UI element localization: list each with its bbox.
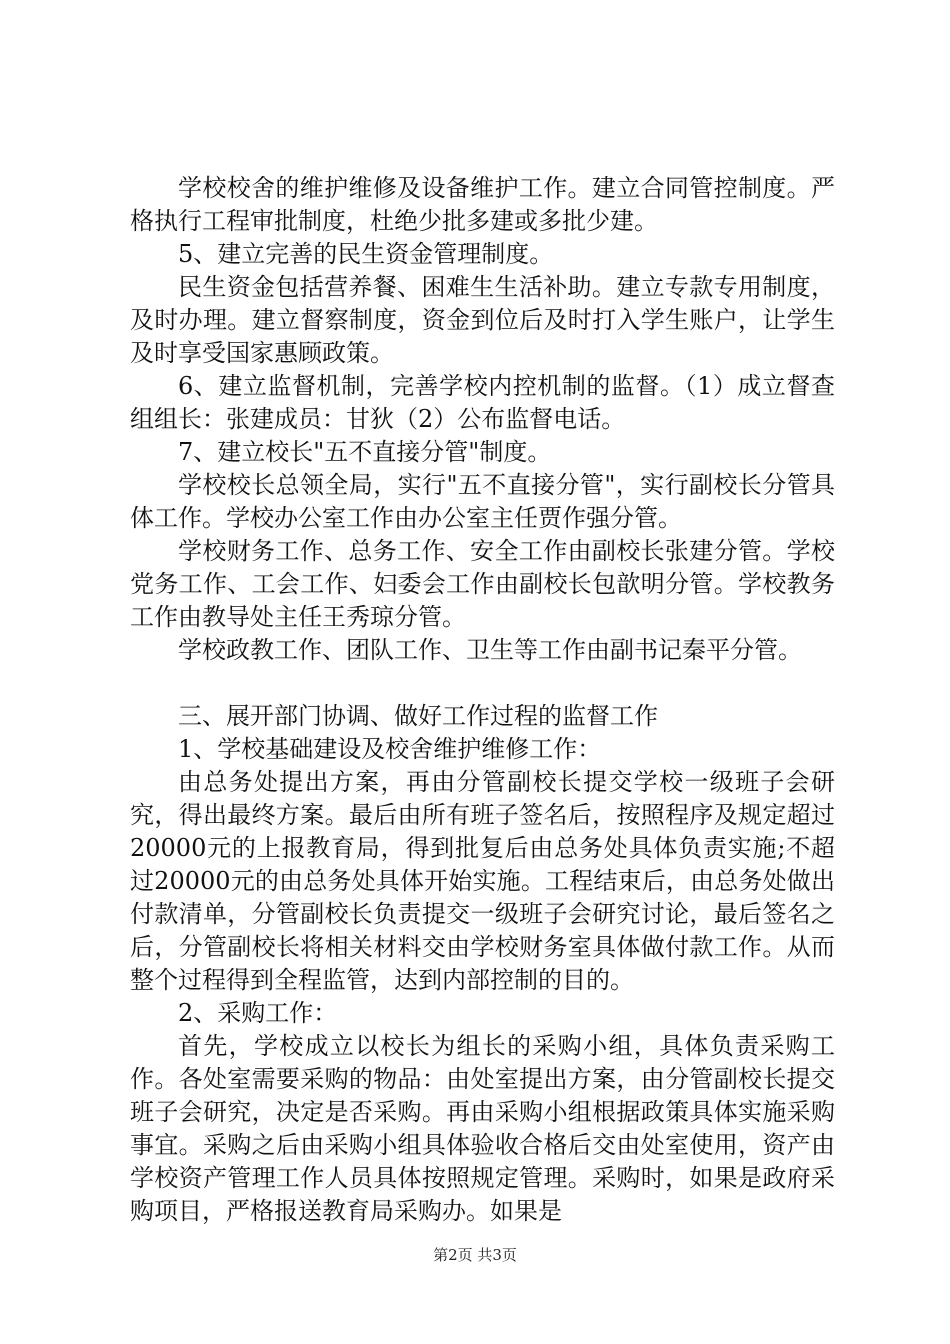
paragraph: 学校政教工作、团队工作、卫生等工作由副书记秦平分管。 xyxy=(178,636,802,664)
paragraph: 5、建立完善的民生资金管理制度。 xyxy=(178,240,554,268)
paragraph: 学校校长总领全局，实行"五不直接分管"，实行副校长分管具体工作。学校办公室工作由办公室主任贾作强分管。 xyxy=(130,471,835,532)
paragraph: 首先，学校成立以校长为组长的采购小组，具体负责采购工作。各处室需要采购的物品：由处室提出方案，由分管副校长提交班子会研究，决定是否采购。再由采购小组根据政策具体实施采购事宜。采购之后由采购小组具体验收合格后交由处室使用，资产由学校资产管理工作人员具体按照规定管理。采购时，如果是政府采购项目，严格报送教育局采购办。如果是 xyxy=(130,1032,835,1225)
subsection-heading: 2、采购工作： xyxy=(178,999,338,1027)
paragraph: 6、建立监督机制，完善学校内控机制的监督。（1）成立督查组组长：张建成员：甘狄（2）公布监督电话。 xyxy=(130,372,835,433)
paragraph: 民生资金包括营养餐、困难生生活补助。建立专款专用制度，及时办理。建立督察制度，资金到位后及时打入学生账户，让学生及时享受国家惠顾政策。 xyxy=(130,273,835,367)
paragraph: 由总务处提出方案，再由分管副校长提交学校一级班子会研究，得出最终方案。最后由所有班子签名后，按照程序及规定超过20000元的上报教育局，得到批复后由总务处具体负责实施;不超过20000元的由总务处具体开始实施。工程结束后，由总务处做出付款清单，分管副校长负责提交一级班子会研究讨论，最后签名之后，分管副校长将相关材料交由学校财务室具体做付款工作。从而整个过程得到全程监管，达到内部控制的目的。 xyxy=(130,768,835,994)
document-body xyxy=(130,172,835,1228)
paragraph: 7、建立校长"五不直接分管"制度。 xyxy=(178,438,552,466)
paragraph: 学校财务工作、总务工作、安全工作由副校长张建分管。学校党务工作、工会工作、妇委会工作由副校长包歆明分管。学校教务工作由教导处主任王秀琼分管。 xyxy=(130,537,835,631)
section-heading: 三、展开部门协调、做好工作过程的监督工作 xyxy=(178,702,658,730)
paragraph-gap xyxy=(130,667,835,700)
paragraph: 学校校舍的维护维修及设备维护工作。建立合同管控制度。严格执行工程审批制度，杜绝少批多建或多批少建。 xyxy=(130,174,835,235)
subsection-heading: 1、学校基础建设及校舍维护维修工作： xyxy=(178,735,602,763)
page-number-footer: 第2页 共3页 xyxy=(433,1246,517,1264)
